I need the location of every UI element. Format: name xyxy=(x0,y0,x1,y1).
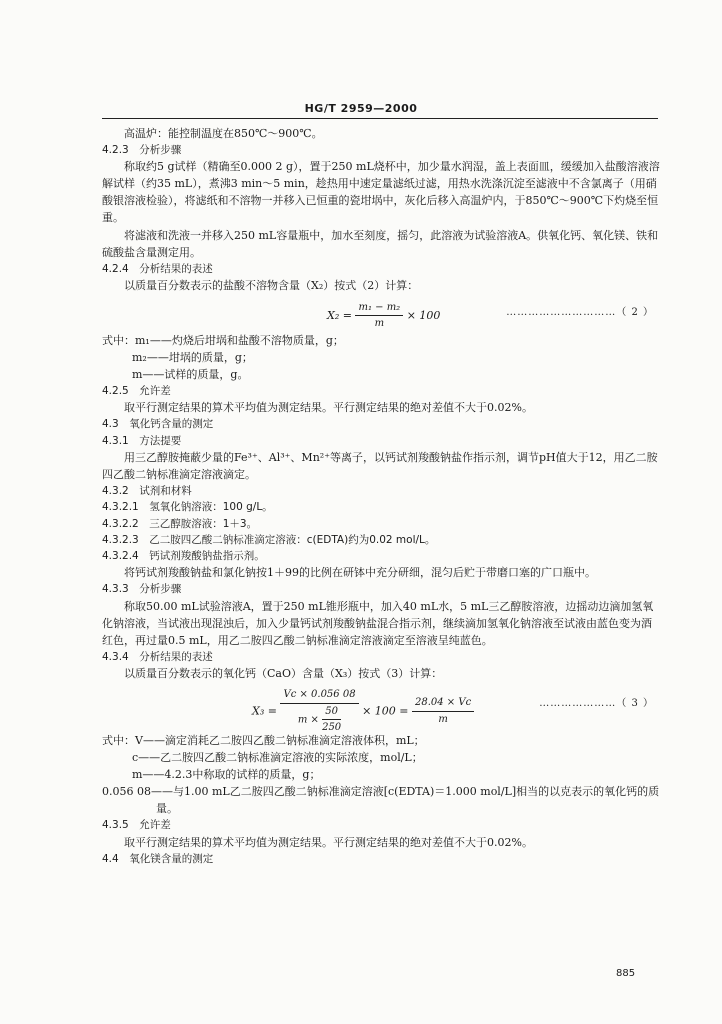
paragraph: 将钙试剂羧酸钠盐和氯化钠按1＋99的比例在研钵中充分研细，混匀后贮于带磨口塞的广口瓶中。 xyxy=(124,566,596,580)
fraction-numerator: Vc × 0.056 08 xyxy=(280,687,358,704)
formula-fraction xyxy=(280,687,358,736)
nested-denominator: 250 xyxy=(322,722,342,734)
header-rule xyxy=(102,118,658,119)
paragraph: 以质量百分数表示的盐酸不溶物含量（X₂）按式（2）计算： xyxy=(124,278,419,292)
section-heading: 4.2.5 允许差 xyxy=(102,385,171,398)
section-heading: 4.3.2.4 钙试剂羧酸钠盐指示剂。 xyxy=(102,550,265,563)
definition-row: c——乙二胺四乙酸二钠标准滴定溶液的实际浓度，mol/L； xyxy=(132,751,423,765)
section-heading: 4.3.2.3 乙二胺四乙酸二钠标准滴定溶液：c(EDTA)约为0.02 mol/L。 xyxy=(102,533,436,546)
nested-numerator: 50 xyxy=(322,704,341,721)
paragraph: 取平行测定结果的算术平均值为测定结果。平行测定结果的绝对差值不大于0.02%。 xyxy=(124,401,533,415)
section-heading: 4.3.2.1 氢氧化钠溶液：100 g/L。 xyxy=(102,501,273,514)
document-body xyxy=(102,125,662,867)
section-heading: 4.3.2.2 三乙醇胺溶液：1＋3。 xyxy=(102,517,258,530)
result-denominator: m xyxy=(438,713,448,725)
fraction-denominator xyxy=(280,704,358,736)
section-heading: 4.3.3 分析步骤 xyxy=(102,583,182,596)
formula-3 xyxy=(102,684,662,734)
section-heading: 4.3 氧化钙含量的测定 xyxy=(102,418,214,431)
section-heading: 4.4 氧化镁含量的测定 xyxy=(102,852,214,865)
paragraph: 取平行测定结果的算术平均值为测定结果。平行测定结果的绝对差值不大于0.02%。 xyxy=(124,835,533,849)
paragraph: 称取约5 g试样（精确至0.000 2 g），置于250 mL烧杯中，加少量水润湿，盖上表面皿，缓缓加入盐酸溶液溶解试样（约35 mL），煮沸3 min～5 min，趁热用中速定量滤纸过滤，用热水洗涤沉淀至滤液中不含氯离子（用硝酸银溶液检验），将滤纸和不溶物一并移入已恒重的瓷坩埚中，灰化后移入高温炉内，于850℃～900℃下灼烧至恒重。 xyxy=(102,160,660,225)
denominator-mass: m × xyxy=(297,714,319,726)
definition-row: m₂——坩埚的质量，g； xyxy=(132,350,253,364)
section-heading: 4.3.4 分析结果的表述 xyxy=(102,650,213,663)
formula-lhs: X₂ = xyxy=(327,308,352,322)
definition-row: 式中：V——滴定消耗乙二胺四乙酸二钠标准滴定溶液体积，mL； xyxy=(102,734,425,748)
section-heading: 4.3.1 方法提要 xyxy=(102,434,182,447)
section-heading: 4.3.2 试剂和材料 xyxy=(102,484,192,497)
fraction-numerator: m₁ − m₂ xyxy=(355,300,403,317)
formula-number: …………………………（ 2 ） xyxy=(506,306,654,318)
formula-tail: × 100 xyxy=(406,308,441,322)
standard-header: HG/T 2959—2000 xyxy=(304,102,418,115)
formula-fraction xyxy=(355,300,403,332)
paragraph: 高温炉：能控制温度在850℃～900℃。 xyxy=(124,127,323,140)
nested-fraction xyxy=(322,704,341,736)
variable-definitions xyxy=(102,732,662,817)
paragraph: 用三乙醇胺掩蔽少量的Fe³⁺、Al³⁺、Mn²⁺等离子，以钙试剂羧酸钠盐作指示剂，调节pH值大于12，用乙二胺四乙酸二钠标准滴定溶液滴定。 xyxy=(102,450,658,481)
paragraph: 将滤液和洗液一并移入250 mL容量瓶中，加水至刻度，摇匀，此溶液为试验溶液A。供氧化钙、氧化镁、铁和硫酸盐含量测定用。 xyxy=(102,228,659,259)
definition-row: 0.056 08——与1.00 mL乙二胺四乙酸二钠标准滴定溶液[c(EDTA)＝1.000 mol/L]相当的以克表示的氧化钙的质量。 xyxy=(102,785,660,816)
section-heading: 4.2.4 分析结果的表述 xyxy=(102,262,213,275)
page-number: 885 xyxy=(616,968,636,979)
formula-lhs: X₃ = xyxy=(252,704,277,718)
definition-row: m——试样的质量，g。 xyxy=(132,368,249,381)
result-numerator: 28.04 × Vc xyxy=(412,695,474,712)
paragraph: 称取50.00 mL试验溶液A，置于250 mL锥形瓶中，加入40 mL水，5 mL三乙醇胺溶液，边摇动边滴加氢氧化钠溶液，当试液出现混浊后，加入少量钙试剂羧酸钠盐混合指示剂，继续滴加氢氧化钠溶液至试液由蓝色变为酒红色，再过量0.5 mL，用乙二胺四乙酸二钠标准滴定溶液滴定至溶液呈纯蓝色。 xyxy=(102,599,654,647)
fraction-denominator: m xyxy=(374,318,385,330)
variable-definitions xyxy=(102,332,662,383)
formula-number: …………………（ 3 ） xyxy=(539,698,654,710)
definition-row: m——4.2.3中称取的试样的质量，g； xyxy=(132,768,321,782)
section-heading: 4.3.5 允许差 xyxy=(102,819,171,832)
paragraph: 以质量百分数表示的氧化钙（CaO）含量（X₃）按式（3）计算： xyxy=(124,667,443,681)
formula-tail: × 100 = xyxy=(362,704,409,718)
definition-row: 式中：m₁——灼烧后坩埚和盐酸不溶物质量，g； xyxy=(102,333,344,347)
formula-2 xyxy=(102,296,662,330)
formula-fraction-result xyxy=(412,695,474,727)
section-heading: 4.2.3 分析步骤 xyxy=(102,144,182,157)
